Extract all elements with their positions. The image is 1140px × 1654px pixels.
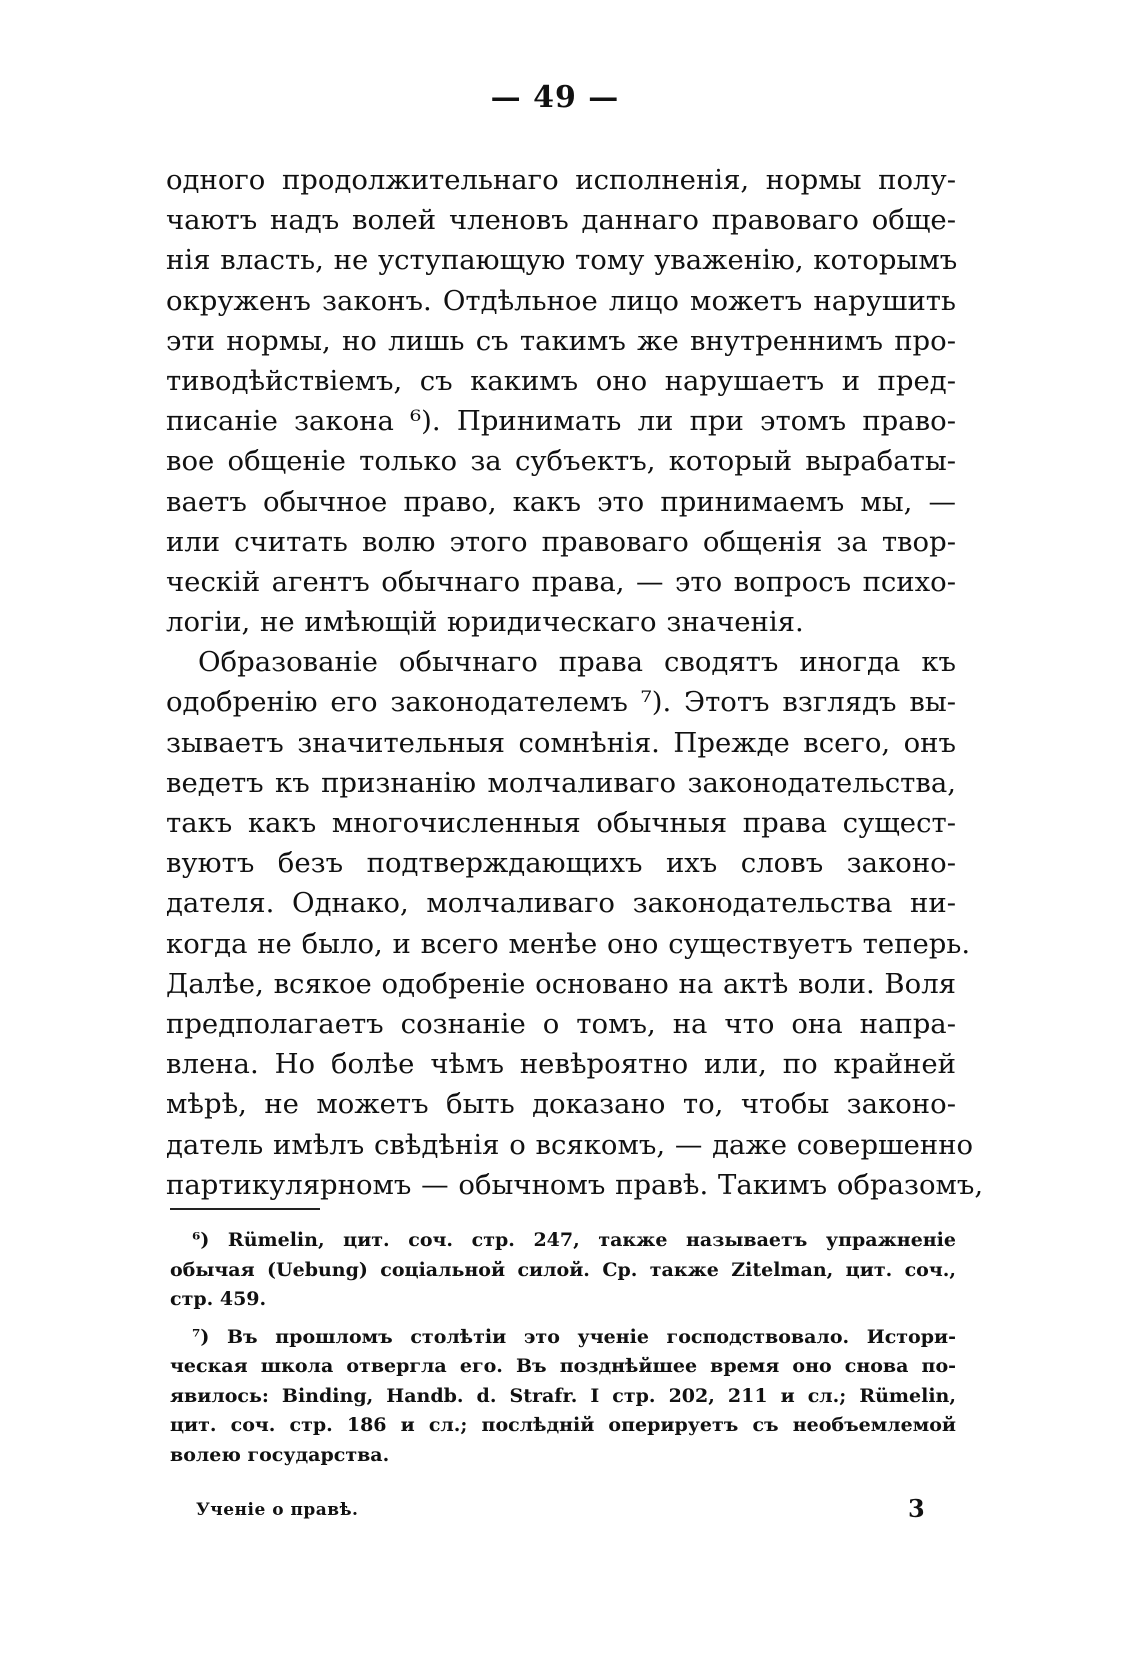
text-line: одобренію его законодателемъ ⁷). Этотъ взглядъ вы- <box>166 686 956 719</box>
footer-book-title: Ученіе о правѣ. <box>196 1500 359 1520</box>
footnote-line: обычая (Uebung) соціальной силой. Ср. также Zitelman, цит. соч., <box>170 1258 956 1281</box>
footnote-6 <box>170 1226 956 1315</box>
text-line: мѣрѣ, не можетъ быть доказано то, чтобы законо- <box>166 1088 956 1121</box>
text-line: писаніе закона ⁶). Принимать ли при этомъ право- <box>166 405 956 438</box>
text-line: ческій агентъ обычнаго права, — это вопросъ психо- <box>166 565 956 598</box>
text-line: одного продолжительнаго исполненія, нормы полу- <box>166 164 956 196</box>
text-line: партикулярномъ — обычномъ правѣ. Такимъ образомъ, <box>166 1168 984 1201</box>
text-line: предполагаетъ сознаніе о томъ, на что она напра- <box>166 1007 956 1040</box>
text-line: или считать волю этого правоваго общенія за твор- <box>166 525 956 558</box>
page-number: — 49 — <box>490 80 620 115</box>
text-line: влена. Но болѣе чѣмъ невѣроятно или, по крайней <box>166 1048 956 1081</box>
text-line: вуютъ безъ подтверждающихъ ихъ словъ законо- <box>166 847 956 880</box>
footnote-line: ⁷) Въ прошломъ столѣтіи это ученіе господствовало. Истори- <box>192 1325 956 1348</box>
text-line: чаютъ надъ волей членовъ даннаго правоваго обще- <box>166 204 956 237</box>
text-line: эти нормы, но лишь съ такимъ же внутреннимъ про- <box>166 324 956 357</box>
text-line: вое общеніе только за субъектъ, который вырабаты- <box>166 445 956 478</box>
signature-mark: 3 <box>908 1494 925 1523</box>
text-line: Далѣе, всякое одобреніе основано на актѣ воли. Воля <box>166 967 957 1000</box>
text-line: датель имѣлъ свѣдѣнія о всякомъ, — даже совершенно <box>166 1128 974 1161</box>
footnote-line: явилось: Binding, Handb. d. Strafr. I стр. 202, 211 и сл.; Rümelin, <box>170 1384 956 1407</box>
text-line: дателя. Однако, молчаливаго законодательства ни- <box>166 887 956 920</box>
footnote-line: ческая школа отвергла его. Въ позднѣйшее время оно снова по- <box>170 1355 956 1377</box>
footnote-line: волею государства. <box>170 1443 390 1466</box>
footnote-spacer <box>170 1315 956 1323</box>
text-line: ваетъ обычное право, какъ это принимаемъ мы, — <box>166 485 956 518</box>
text-line: Образованіе обычнаго права сводятъ иногда къ <box>198 646 956 679</box>
text-line: окруженъ законъ. Отдѣльное лицо можетъ нарушить <box>166 284 956 317</box>
footnotes <box>170 1226 956 1470</box>
text-line: нія власть, не уступающую тому уваженію, которымъ <box>166 244 958 277</box>
footnote-line: ⁶) Rümelin, цит. соч. стр. 247, также называетъ упражненіе <box>192 1229 956 1251</box>
text-line: логіи, не имѣющій юридическаго значенія. <box>166 606 804 639</box>
footnote-line: цит. соч. стр. 186 и сл.; послѣдній оперируетъ съ необъемлемой <box>170 1414 956 1436</box>
text-line: зываетъ значительныя сомнѣнія. Прежде всего, онъ <box>166 726 956 759</box>
footnote-divider <box>170 1208 320 1210</box>
text-line: тиводѣйствіемъ, съ какимъ оно нарушаетъ и пред- <box>166 364 956 397</box>
text-line: ведетъ къ признанію молчаливаго законодательства, <box>166 766 956 799</box>
footnote-7 <box>170 1323 956 1471</box>
body-text <box>166 160 984 1205</box>
footnote-line: стр. 459. <box>170 1288 267 1310</box>
text-line: когда не было, и всего менѣе оно существуетъ теперь. <box>166 927 971 960</box>
text-line: такъ какъ многочисленныя обычныя права сущест- <box>166 807 956 839</box>
